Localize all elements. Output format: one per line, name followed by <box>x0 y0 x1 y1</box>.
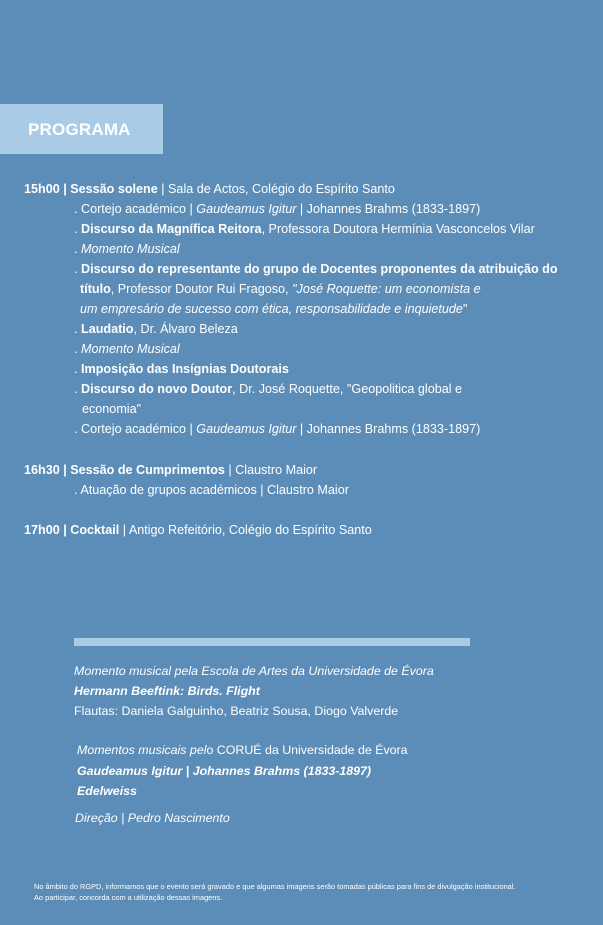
item-italic: Gaudeamus Igitur <box>196 422 297 436</box>
item-italic: Momento Musical <box>81 342 180 356</box>
item-text: Cortejo académico | <box>81 202 197 216</box>
bullet: . <box>74 483 81 497</box>
list-item <box>74 239 180 259</box>
separator: | <box>59 182 71 196</box>
item-text: , Professor Doutor Rui Fragoso, <box>110 282 293 296</box>
note-music-1 <box>74 661 434 681</box>
item-bold: Laudatio <box>81 322 134 336</box>
footer-line-2: Ao participar, concorda com a utilização dessas imagens. <box>34 893 223 902</box>
item-italic: "José Roquette: um economista e <box>292 282 481 296</box>
session-1-place: | Sala de Actos, Colégio do Espírito Santo <box>157 182 395 196</box>
note-text: Hermann Beeftink: Birds. Flight <box>74 684 260 698</box>
separator: | <box>59 523 71 537</box>
note-piece-1 <box>74 681 260 701</box>
item-bold: Imposição das Insígnias Doutorais <box>81 362 289 376</box>
list-item <box>74 199 480 219</box>
item-italic: um empresário de sucesso com ética, responsabilidade e inquietude <box>80 302 463 316</box>
footer-disclaimer <box>34 881 515 903</box>
list-item <box>74 319 238 339</box>
session-1-title: Sessão solene <box>70 182 158 196</box>
note-piece-3 <box>77 781 137 801</box>
list-item-continuation <box>80 279 481 299</box>
item-text: | Johannes Brahms (1833-1897) <box>296 202 481 216</box>
item-text: , Professora Doutora Hermínia Vasconcelos Vilar <box>261 222 535 236</box>
list-item <box>74 480 349 500</box>
session-3-title: Cocktail <box>70 523 120 537</box>
list-item <box>74 359 289 379</box>
session-2-place: | Claustro Maior <box>224 463 318 477</box>
session-1-header <box>24 179 395 199</box>
list-item-continuation <box>80 299 467 319</box>
note-text: Direção | Pedro Nascimento <box>75 811 230 825</box>
item-text: , Dr. Álvaro Beleza <box>133 322 238 336</box>
item-text: " <box>462 302 468 316</box>
bullet: . <box>74 362 81 376</box>
item-italic: Gaudeamus Igitur <box>196 202 297 216</box>
note-text: Edelweiss <box>77 784 137 798</box>
item-bold: Discurso do novo Doutor <box>81 382 233 396</box>
bullet: . <box>74 222 81 236</box>
session-2-header <box>24 460 317 480</box>
separator: | <box>59 463 71 477</box>
item-text: | Johannes Brahms (1833-1897) <box>296 422 481 436</box>
divider-bar <box>74 638 470 646</box>
note-text: o CORUÉ da Universidade de Évora <box>206 743 408 757</box>
session-3-place: | Antigo Refeitório, Colégio do Espírito Santo <box>119 523 372 537</box>
item-text: economia" <box>82 402 142 416</box>
list-item <box>74 419 480 439</box>
note-text: Momento musical pela Escola de Artes da Universidade de Évora <box>74 664 434 678</box>
note-direction <box>75 808 230 828</box>
session-1-time: 15h00 <box>24 182 60 196</box>
note-music-2 <box>77 740 408 760</box>
note-piece-2 <box>77 761 371 781</box>
item-text: Atuação de grupos académicos | Claustro Maior <box>80 483 349 497</box>
note-performers <box>74 701 398 721</box>
note-text: Gaudeamus Igitur | Johannes Brahms (1833-1897) <box>77 764 372 778</box>
bullet: . <box>74 422 81 436</box>
item-text: , Dr. José Roquette, "Geopolitica global e <box>232 382 463 396</box>
list-item <box>74 339 180 359</box>
item-italic: Momento Musical <box>81 242 180 256</box>
list-item <box>74 259 558 279</box>
item-text: Cortejo académico | <box>81 422 197 436</box>
list-item <box>74 379 462 399</box>
bullet: . <box>74 382 81 396</box>
note-text: Flautas: Daniela Galguinho, Beatriz Sousa, Diogo Valverde <box>74 704 399 718</box>
list-item <box>74 219 535 239</box>
item-bold: Discurso do representante do grupo de Docentes proponentes da atribuição do <box>81 262 558 276</box>
bullet: . <box>74 242 81 256</box>
session-3-time: 17h00 <box>24 523 60 537</box>
footer-line-1: No âmbito do RGPD, informamos que o evento será gravado e que algumas imagens serão tomadas públicas para fins de divulgação institucional. <box>34 882 516 891</box>
session-2-title: Sessão de Cumprimentos <box>70 463 225 477</box>
session-2-time: 16h30 <box>24 463 60 477</box>
session-3-header <box>24 520 372 540</box>
bullet: . <box>74 262 81 276</box>
bullet: . <box>74 202 81 216</box>
bullet: . <box>74 342 81 356</box>
list-item-continuation <box>82 399 141 419</box>
item-bold: título <box>80 282 111 296</box>
item-bold: Discurso da Magnífica Reitora <box>81 222 262 236</box>
page-title: PROGRAMA <box>28 120 131 139</box>
bullet: . <box>74 322 81 336</box>
note-text: Momentos musicais pel <box>77 743 207 757</box>
